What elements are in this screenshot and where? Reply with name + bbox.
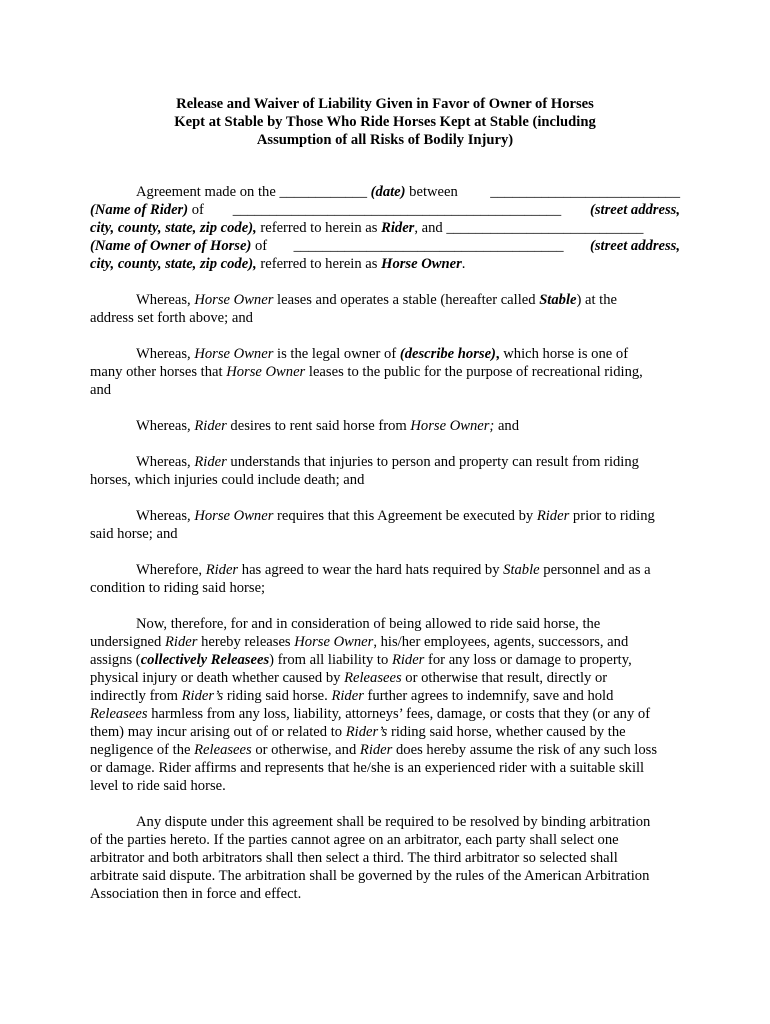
text-run: Horse Owner (294, 634, 374, 650)
text-line: address set forth above; and (90, 310, 253, 326)
text-line: Now, therefore, for and in consideration of being allowed to ride said horse, the (136, 616, 601, 632)
text-run: Rider (359, 742, 393, 758)
owner-name-blank: , and ___________________________ (414, 220, 644, 236)
text-run: or otherwise that result, directly or (401, 670, 608, 686)
text-run: indirectly from (90, 688, 182, 704)
text-line (90, 507, 680, 525)
text-run: Horse Owner (194, 292, 274, 308)
text-run: Horse Owner (194, 346, 274, 362)
text-run: and (494, 418, 520, 434)
text-line (90, 453, 680, 471)
text-run: or otherwise, and (251, 742, 360, 758)
text-run: Whereas, (136, 292, 195, 308)
whereas-paragraph-1 (90, 291, 680, 327)
wherefore-paragraph (90, 561, 680, 597)
text-run: Horse Owner (226, 364, 306, 380)
horse-owner-term: Horse Owner (381, 256, 462, 272)
describe-horse-label: (describe horse) (399, 346, 496, 362)
text-line: level to ride said horse. (90, 778, 226, 794)
text-line (90, 363, 680, 381)
text-line: of the parties hereto. If the parties cannot agree on an arbitrator, each party shall select one (90, 832, 619, 848)
text-run: of (188, 202, 204, 218)
text-run: which horse is one of (499, 346, 629, 362)
whereas-paragraph-3 (90, 417, 680, 435)
text-run: physical injury or death whether caused by (90, 670, 345, 686)
text-run: prior to riding (569, 508, 655, 524)
owner-address-blank: _____________________________________ (293, 238, 564, 254)
text-line (90, 255, 680, 273)
address-label: city, county, state, zip code), (90, 220, 257, 236)
text-line: Any dispute under this agreement shall be required to be resolved by binding arbitration (136, 814, 651, 830)
text-run: Whereas, (136, 454, 195, 470)
text-run: undersigned (90, 634, 165, 650)
street-address-label: (street address, (590, 238, 680, 254)
text-line: condition to riding said horse; (90, 580, 266, 596)
text-line (90, 219, 680, 237)
text-line: horses, which injuries could include death; and (90, 472, 365, 488)
text-run: Rider (164, 634, 198, 650)
text-run: for any loss or damage to property, (424, 652, 632, 668)
arbitration-paragraph (90, 813, 680, 903)
text-line (90, 669, 680, 687)
text-run: , his/her employees, agents, successors, and (373, 634, 629, 650)
text-run: between (405, 184, 458, 200)
text-run: riding said horse. (223, 688, 332, 704)
owner-name-label: (Name of Owner of Horse) (90, 238, 252, 254)
text-run: Stable (539, 292, 577, 308)
text-run: Releasees (90, 706, 148, 722)
text-line (90, 291, 680, 309)
text-line (90, 687, 680, 705)
street-address-label: (street address, (589, 202, 680, 218)
text-line (90, 561, 680, 579)
text-line: or damage. Rider affirms and represents that he/she is an experienced rider with a suitable skill (90, 760, 645, 776)
agreement-paragraph (90, 183, 680, 273)
text-run: them) may incur arising out of or related to (90, 724, 346, 740)
text-run: negligence of the (90, 742, 195, 758)
text-line (90, 741, 680, 759)
text-run: Rider (536, 508, 570, 524)
text-run: Releasees (194, 742, 252, 758)
text-run: Releasees (344, 670, 402, 686)
release-paragraph (90, 615, 680, 795)
text-run: Horse Owner; (410, 418, 495, 434)
text-run: Wherefore, (136, 562, 206, 578)
text-run: further agrees to indemnify, save and hold (363, 688, 614, 704)
text-run: referred to herein as (256, 220, 382, 236)
text-run: Horse Owner (194, 508, 274, 524)
text-run: hereby releases (197, 634, 295, 650)
text-run: has agreed to wear the hard hats required by (238, 562, 504, 578)
whereas-paragraph-2 (90, 345, 680, 399)
text-run: harmless from any loss, liability, attorneys’ fees, damage, or costs that they (or any of (147, 706, 651, 722)
rider-name-label: (Name of Rider) (90, 202, 189, 218)
text-run: Whereas, (136, 346, 195, 362)
text-run: Rider’s (181, 688, 224, 704)
text-run: desires to rent said horse from (226, 418, 411, 434)
releasees-definition: collectively Releasees (140, 652, 270, 668)
date-label: (date) (370, 184, 406, 200)
text-run: Stable (503, 562, 540, 578)
text-line (90, 705, 680, 723)
text-run: does hereby assume the risk of any such loss (392, 742, 658, 758)
text-line: said horse; and (90, 526, 178, 542)
text-line (90, 723, 680, 741)
text-run: . (461, 256, 466, 272)
text-line: Association then in force and effect. (90, 886, 302, 902)
text-line: arbitrate said dispute. The arbitration shall be governed by the rules of the American Arbitration (90, 868, 650, 884)
text-line (90, 651, 680, 669)
text-run: Rider’s (345, 724, 388, 740)
text-run: Rider (391, 652, 425, 668)
text-run: many other horses that (90, 364, 227, 380)
rider-address-blank: _____________________________________________ (232, 202, 562, 218)
text-run: is the legal owner of (273, 346, 400, 362)
text-run: leases to the public for the purpose of recreational riding, (305, 364, 643, 380)
text-run: leases and operates a stable (hereafter called (273, 292, 540, 308)
text-run: referred to herein as (256, 256, 382, 272)
text-line: arbitrator and both arbitrators shall then select a third. The third arbitrator so selected shall (90, 850, 618, 866)
text-run: , (495, 346, 500, 362)
text-run: Whereas, (136, 418, 195, 434)
text-line (90, 417, 680, 435)
text-line (90, 633, 680, 651)
text-run: Rider (205, 562, 239, 578)
text-run: assigns ( (90, 652, 141, 668)
text-run: understands that injuries to person and property can result from riding (226, 454, 639, 470)
text-line (90, 183, 680, 201)
title-line-1: Release and Waiver of Liability Given in Favor of Owner of Horses (176, 96, 594, 112)
text-run: personnel and as a (539, 562, 651, 578)
text-line: and (90, 382, 112, 398)
whereas-paragraph-4 (90, 453, 680, 489)
text-run: ) from all liability to (269, 652, 392, 668)
text-line (90, 237, 680, 255)
text-run: of (251, 238, 268, 254)
address-label: city, county, state, zip code), (90, 256, 257, 272)
text-run: Whereas, (136, 508, 195, 524)
text-line (90, 201, 680, 219)
text-run: Rider (194, 454, 227, 470)
title-line-3: Assumption of all Risks of Bodily Injury) (256, 132, 514, 148)
text-line (90, 345, 680, 363)
document-body (90, 183, 680, 903)
text-run: Agreement made on the ____________ (136, 184, 371, 200)
whereas-paragraph-5 (90, 507, 680, 543)
text-run: Rider (331, 688, 364, 704)
rider-name-blank: __________________________ (490, 184, 680, 200)
rider-term: Rider (381, 220, 415, 236)
text-run: requires that this Agreement be executed by (273, 508, 537, 524)
text-run: ) at the (576, 292, 618, 308)
text-run: Rider (194, 418, 227, 434)
document-title (90, 95, 680, 149)
title-line-2: Kept at Stable by Those Who Ride Horses Kept at Stable (including (174, 114, 596, 130)
text-run: riding said horse, whether caused by the (387, 724, 626, 740)
